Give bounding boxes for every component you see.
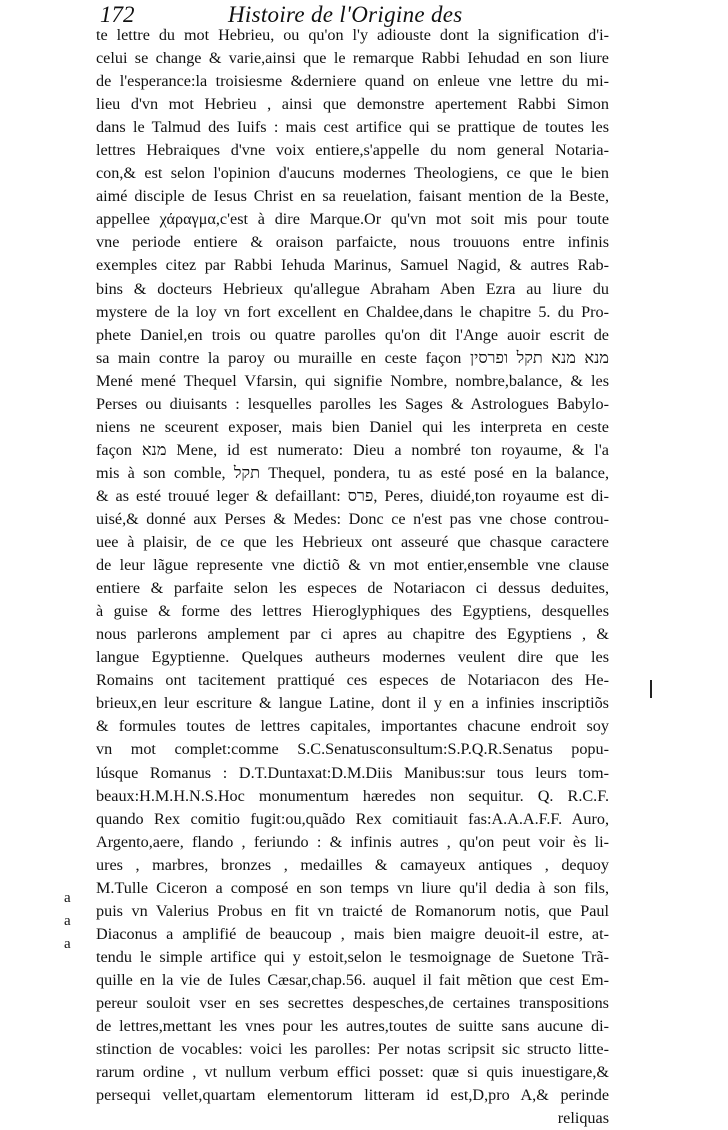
text-line: te lettre du mot Hebrieu, ou qu'on l'y adiouste dont la signification d'i- <box>96 26 609 44</box>
text-line: con,& est selon l'opinion d'aucuns modernes Theologiens, ce que le bien <box>96 164 609 183</box>
text-line: Romains ont tacitement prattiqué ces especes de Notariacon des He- <box>96 671 609 690</box>
text-line: celui se change & varie,ainsi que le remarque Rabbi Iehudad en son liure <box>96 49 609 68</box>
text-line: nous parlerons amplement par ci apres au chapitre des Egyptiens , & <box>96 625 609 644</box>
text-line: lettres Hebraiques d'vne voix entiere,s'appelle du nom general Notaria- <box>96 141 609 160</box>
text-line: de l'esperance:la troisiesme &derniere quand on enleue vne lettre du mi- <box>96 72 609 91</box>
text-line: uisé,& donné aux Perses & Medes: Donc ce n'est pas vne chose controu- <box>96 509 609 528</box>
text-line: dans le Talmud des Iuifs : mais cest artifice qui se prattique de toutes les <box>96 118 609 137</box>
text-line: beaux:H.M.H.N.S.Hoc monumentum hæredes non sequitur. Q. R.C.F. <box>96 786 609 805</box>
text-line: quando Rex comitio fugit:ou,quãdo Rex comitiauit fas:A.A.A.F.F. Auro, <box>96 809 609 828</box>
text-line: M.Tulle Ciceron a composé en son temps vn liure qu'il dedia à son fils, <box>96 878 609 897</box>
text-line: Diaconus a amplifié de beaucoup , mais bien maigre deuoit-il estre, at- <box>96 924 609 943</box>
text-line: exemples citez par Rabbi Iehuda Marinus, Samuel Nagid, & autres Rab- <box>96 256 609 275</box>
text-line: à guise & forme des lettres Hieroglyphiques des Egyptiens, desquelles <box>96 602 609 621</box>
text-line: Perses ou diuisants : lesquelles parolles les Sages & Astrologues Babylo- <box>96 394 609 413</box>
text-line: reliquas <box>557 1109 609 1128</box>
margin-note: a <box>64 913 71 929</box>
text-line: tendu le simple artifice qui y estoit,selon le tesmoignage de Suetone Trã- <box>96 947 609 966</box>
text-line: appellee χάραγμα,c'est à dire Marque.Or qu'vn mot soit mis pour toute <box>96 210 609 229</box>
text-line: niens ne sceurent exposer, mais bien Daniel qui les interpreta en ceste <box>96 417 609 436</box>
text-line: entiere & parfaite selon les especes de Notariacon ci dessus deduites, <box>96 579 609 598</box>
body-text <box>96 24 609 1130</box>
text-line: lieu d'vn mot Hebrieu , ainsi que demonstre apertement Rabbi Simon <box>96 95 609 114</box>
text-line: vn mot complet:comme S.C.Senatusconsultum:S.P.Q.R.Senatus popu- <box>96 740 609 759</box>
text-line: lúsque Romanus : D.T.Duntaxat:D.M.Diis Manibus:sur tous leurs tom- <box>96 763 609 782</box>
text-line: Mené mené Thequel Vfarsin, qui signifie Nombre, nombre,balance, & les <box>96 371 609 390</box>
text-line: & formules toutes de lettres capitales, importantes chacune endroit soy <box>96 717 609 736</box>
text-line: uee à plaisir, de ce que les Hebrieux ont asseuré que chasque caractere <box>96 533 609 552</box>
text-line: de lettres,mettant les vnes pour les autres,toutes de suitte sans aucune di- <box>96 1017 609 1036</box>
text-line: quille en la vie de Iules Cæsar,chap.56. auquel il fait mẽtion que cest Em- <box>96 970 609 989</box>
text-line: pereur souloit vser en ses secrettes despesches,de certaines transpositions <box>96 993 609 1012</box>
text-line: Argento,aere, flando , feriundo : & infinis autres , qu'on peut voir ès li- <box>96 832 609 851</box>
margin-mark <box>650 680 652 698</box>
text-line: sa main contre la paroy ou muraille en ceste façon מנא מנא תקל ופרסין <box>96 348 609 367</box>
text-line: aimé disciple de Iesus Christ en sa reuelation, faisant mention de la Beste, <box>96 187 609 206</box>
text-line: langue Egyptienne. Quelques autheurs modernes veulent dire que les <box>96 648 609 667</box>
text-line: & as esté trouué leger & defaillant: פרס, Peres, diuidé,ton royaume est di- <box>96 486 609 505</box>
text-line: façon מנא Mene, id est numerato: Dieu a nombré ton royaume, & l'a <box>96 440 609 459</box>
text-line: vne periode entiere & oraison parfaicte, nous trouuons entre infinis <box>96 233 609 252</box>
text-line: brieux,en leur escriture & langue Latine, dont il y en a infinies inscriptiõs <box>96 694 609 713</box>
margin-note: a <box>64 936 71 952</box>
text-line: de leur lãgue represente vne dictiõ & vn mot entier,ensemble vne clause <box>96 556 609 575</box>
text-line: puis vn Valerius Probus en fit vn traicté de Romanorum notis, que Paul <box>96 901 609 920</box>
text-line: bins & docteurs Hebrieux qu'allegue Abraham Aben Ezra au liure du <box>96 279 609 298</box>
text-line: persequi vellet,quartam elementorum litteram id est,D,pro A,& perinde <box>96 1086 609 1105</box>
text-line: mis à son comble, תקל Thequel, pondera, tu as esté posé en la balance, <box>96 463 609 482</box>
text-line: ures , marbres, bronzes , medailles & camayeux antiques , dequoy <box>96 855 609 874</box>
text-line: rarum ordine , vt nullum verbum effici posset: quæ si quis inuestigare,& <box>96 1063 609 1082</box>
text-line: stinction de vocables: voici les parolles: Per notas scripsit sic structo litte- <box>96 1040 609 1059</box>
margin-note: a <box>64 890 71 906</box>
running-title: Histoire de l'Origine des <box>228 2 463 27</box>
page-number: 172 <box>100 2 135 27</box>
text-line: phete Daniel,en trois ou quatre parolles qu'on dit l'Ange auoir escrit de <box>96 325 609 344</box>
text-line: mystere de la loy vn fort excellent en Chaldee,dans le chapitre 5. du Pro- <box>96 302 609 321</box>
